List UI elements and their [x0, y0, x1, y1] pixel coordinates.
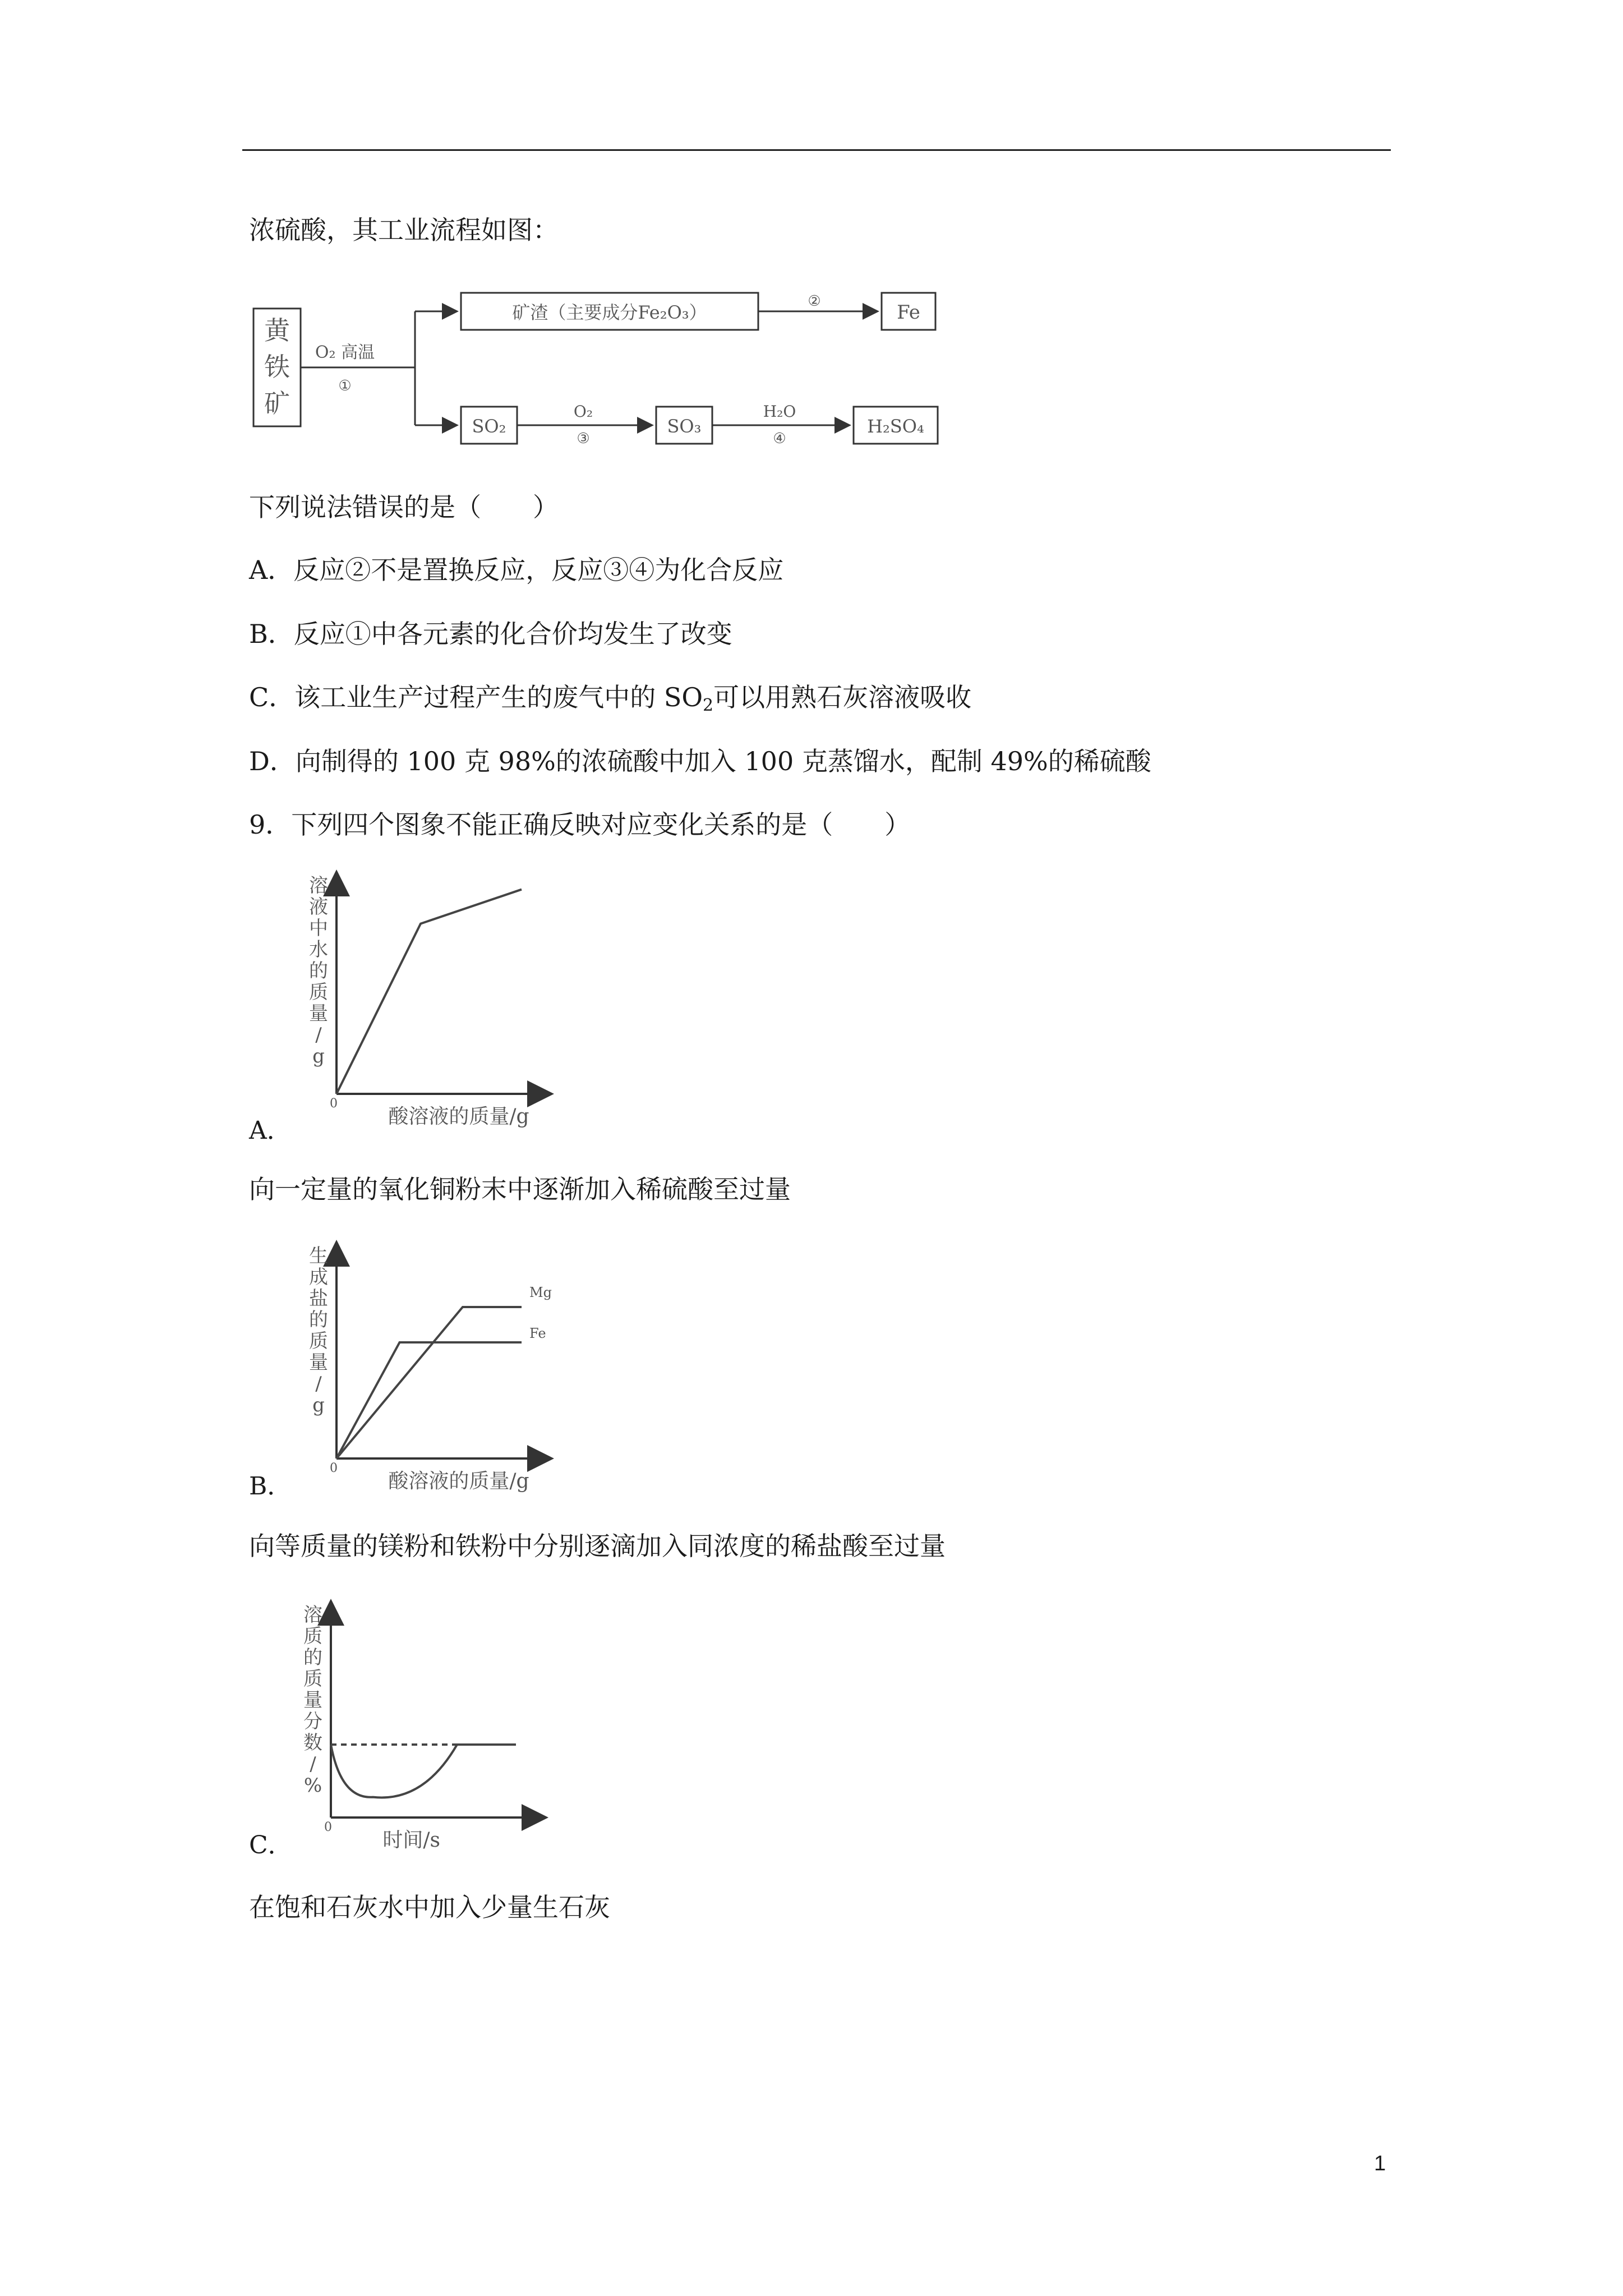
- origin-label: 0: [324, 1820, 332, 1834]
- chart-c-description: 在饱和石灰水中加入少量生石灰: [249, 1892, 610, 1922]
- y-axis-label-char: %: [303, 1774, 322, 1797]
- y-axis-label-char: 成: [309, 1266, 328, 1289]
- y-axis-label-char: 溶: [309, 875, 328, 897]
- slag-label: 矿渣（主要成分Fe₂O₃）: [512, 302, 707, 323]
- y-axis-label-char: 盐: [309, 1287, 328, 1310]
- y-axis-label-char: 质: [309, 1330, 328, 1352]
- q8-option-a: A．反应②不是置换反应，反应③④为化合反应: [249, 555, 784, 585]
- q9-stem: 9．下列四个图象不能正确反映对应变化关系的是（ ）: [249, 809, 911, 840]
- q8-option-b: B．反应①中各元素的化合价均发生了改变: [249, 619, 732, 649]
- series-legend-label: Mg: [529, 1285, 552, 1300]
- y-axis-label-char: 水: [309, 938, 328, 961]
- chart-b-description: 向等质量的镁粉和铁粉中分别逐滴加入同浓度的稀盐酸至过量: [249, 1531, 946, 1561]
- y-axis-label-char: 质: [309, 981, 328, 1004]
- x-axis-label: 酸溶液的质量/g: [388, 1470, 529, 1493]
- q8-stem: 下列说法错误的是（ ）: [249, 492, 559, 522]
- y-axis-label-char: g: [312, 1394, 325, 1416]
- series-line-2: [336, 1342, 522, 1458]
- cond1-label: O₂ 高温: [315, 343, 375, 362]
- y-axis-label-char: 质: [303, 1668, 322, 1690]
- step2-label: ②: [808, 293, 821, 310]
- header-rule: [242, 149, 1391, 151]
- chart-a: [292, 864, 583, 1144]
- q8-option-c: [249, 680, 971, 723]
- fe-label: Fe: [897, 301, 920, 324]
- series-line-1: [336, 890, 522, 1094]
- y-axis-label-char: 的: [309, 960, 328, 982]
- ore-char-2: 铁: [264, 352, 290, 382]
- so3-label: SO₃: [667, 416, 702, 437]
- y-axis-label-char: /: [315, 1024, 322, 1046]
- q8-option-c-sub: 2: [703, 696, 714, 715]
- intro-text: 浓硫酸，其工业流程如图：: [249, 215, 559, 245]
- y-axis-label-char: 液: [309, 896, 328, 918]
- y-axis-label-char: 量: [303, 1689, 322, 1711]
- y-axis-label-char: /: [315, 1373, 322, 1395]
- y-axis-label-char: 的: [309, 1309, 328, 1331]
- so2-label: SO₂: [472, 416, 506, 437]
- step3-label: ③: [577, 430, 590, 447]
- y-axis-label-char: 量: [309, 1002, 328, 1025]
- q8-option-c-pre: C．该工业生产过程产生的废气中的 SO: [249, 682, 703, 712]
- y-axis-label-char: 溶: [303, 1604, 322, 1626]
- step1-label: ①: [338, 378, 352, 394]
- origin-label: 0: [330, 1097, 338, 1111]
- y-axis-label-char: /: [310, 1753, 316, 1775]
- process-flow-diagram: [247, 280, 953, 449]
- chart-c-label: C．: [249, 1831, 293, 1860]
- y-axis-label-char: 量: [309, 1351, 328, 1374]
- y-axis-label-char: 质: [303, 1625, 322, 1648]
- y-axis-label-char: 的: [303, 1646, 322, 1669]
- y-axis-label-char: 分: [303, 1710, 322, 1733]
- y-axis-label-char: 生: [309, 1245, 328, 1267]
- x-axis-label: 时间/s: [382, 1829, 441, 1852]
- x-axis-label: 酸溶液的质量/g: [388, 1105, 529, 1128]
- q8-option-c-post: 可以用熟石灰溶液吸收: [713, 682, 972, 712]
- chart-c: [292, 1593, 583, 1862]
- q8-option-d: D．向制得的 100 克 98%的浓硫酸中加入 100 克蒸馏水，配制 49%的稀硫酸: [249, 746, 1151, 776]
- series-legend-label: Fe: [529, 1326, 546, 1341]
- h2so4-label: H₂SO₄: [867, 416, 924, 437]
- chart-b-label: B．: [249, 1472, 292, 1501]
- y-axis-label-char: 中: [309, 917, 328, 940]
- h2o-label: H₂O: [763, 402, 796, 421]
- o2-label: O₂: [573, 402, 593, 421]
- series-line-1: [331, 1745, 516, 1797]
- page-number: 1: [1374, 2152, 1386, 2175]
- step4-label: ④: [773, 430, 786, 447]
- chart-a-label: A．: [249, 1116, 292, 1145]
- chart-a-description: 向一定量的氧化铜粉末中逐渐加入稀硫酸至过量: [249, 1174, 791, 1204]
- origin-label: 0: [330, 1461, 338, 1475]
- series-line-1: [336, 1307, 522, 1458]
- y-axis-label-char: g: [312, 1045, 325, 1068]
- ore-char-1: 黄: [264, 315, 290, 346]
- chart-b: [292, 1234, 583, 1509]
- ore-char-3: 矿: [264, 388, 290, 418]
- y-axis-label-char: 数: [303, 1732, 322, 1754]
